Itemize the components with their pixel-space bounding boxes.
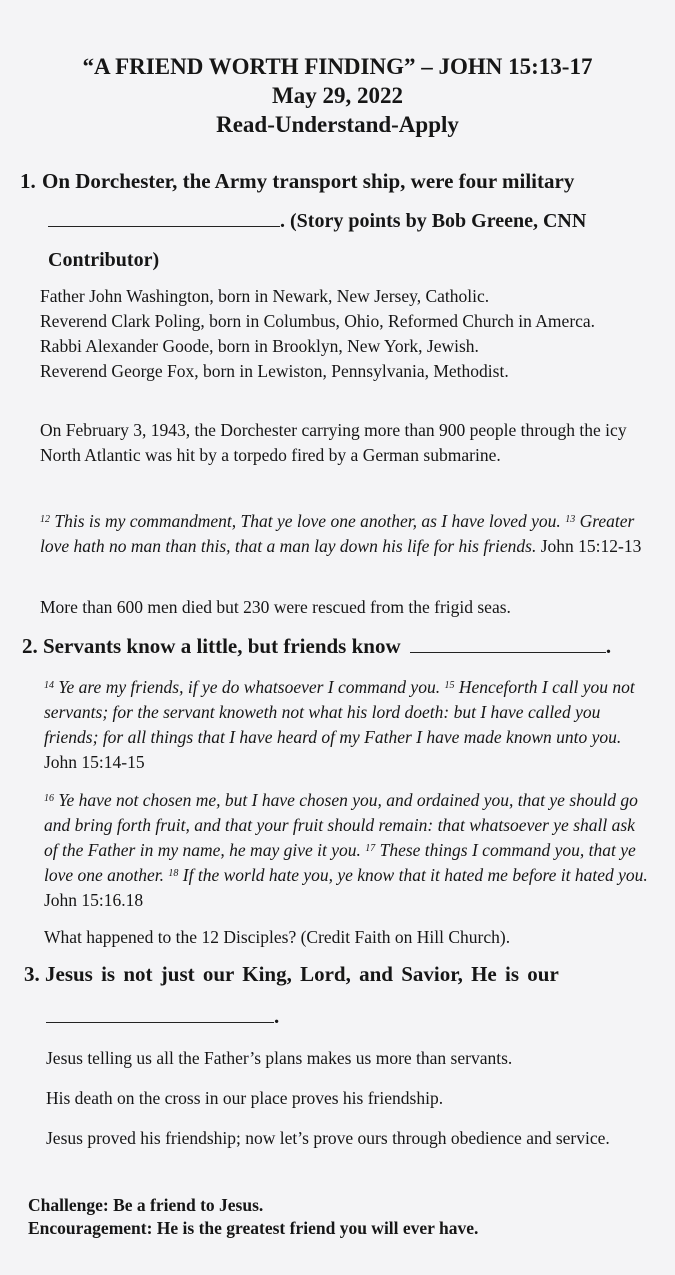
- page-subtitle: Read-Understand-Apply: [216, 112, 459, 137]
- verse-text: Greater love hath no man than this, that a man lay down his life for his friends.: [40, 511, 635, 556]
- page-title: “A FRIEND WORTH FINDING” – JOHN 15:13-17: [82, 54, 593, 79]
- section1-heading-line3: Contributor): [48, 249, 160, 271]
- section2-heading: [22, 634, 652, 659]
- chaplain-item: Father John Washington, born in Newark, New Jersey, Catholic.: [40, 286, 490, 306]
- verse-number: 14: [44, 680, 54, 691]
- scripture-reference: John 15:14-15: [44, 752, 145, 772]
- fill-in-blank[interactable]: [48, 208, 280, 227]
- chaplain-list: [40, 284, 650, 384]
- section1-heading-line2-text: . (Story points by Bob Greene, CNN: [280, 210, 587, 232]
- page-date: May 29, 2022: [272, 83, 403, 108]
- encouragement-line: Encouragement: He is the greatest friend you will ever have.: [28, 1218, 479, 1238]
- disciples-question: What happened to the 12 Disciples? (Credit Faith on Hill Church).: [44, 927, 511, 947]
- scripture-quote-1: [40, 509, 646, 559]
- verse-number: 17: [365, 843, 376, 854]
- section3-blank-line: [46, 1004, 279, 1029]
- section2-number: 2.: [22, 634, 38, 658]
- scripture-reference: John 15:16.18: [44, 890, 144, 910]
- section3-heading-end: .: [274, 1004, 280, 1028]
- verse-text: This is my commandment, That ye love one another, as I have loved you.: [54, 511, 561, 531]
- verse-text: Henceforth I call you not servants; for the servant knoweth not what his lord doeth: but I have called you friends; for all things that I have heard of my Father I have made known unto you.: [44, 677, 635, 747]
- section2-heading-text: Servants know a little, but friends know: [43, 634, 401, 658]
- section1-heading-line1: On Dorchester, the Army transport ship, were four military: [42, 169, 575, 193]
- fill-in-blank[interactable]: [410, 634, 606, 653]
- verse-number: 18: [168, 868, 179, 879]
- section2-heading-end: .: [605, 634, 612, 658]
- section1-number: 1.: [20, 169, 36, 193]
- section1-heading-line2: [48, 208, 648, 233]
- verse-number: 12: [40, 514, 50, 525]
- scripture-quote-3: [44, 788, 650, 913]
- verse-text: Ye are my friends, if ye do whatsoever I command you.: [58, 677, 441, 697]
- section3-heading-text: Jesus is not just our King, Lord, and Savior, He is our: [45, 962, 559, 986]
- chaplain-item: Reverend Clark Poling, born in Columbus, Ohio, Reformed Church in Amerca.: [40, 311, 596, 331]
- section3-number: 3.: [24, 962, 40, 986]
- scripture-reference: John 15:12-13: [540, 536, 642, 556]
- chaplain-item: Rabbi Alexander Goode, born in Brooklyn, New York, Jewish.: [40, 336, 479, 356]
- verse-text: If the world hate you, ye know that it hated me before it hated you.: [182, 865, 648, 885]
- verse-text: These things I command you, that ye love one another.: [44, 840, 636, 885]
- verse-text: Ye have not chosen me, but I have chosen you, and ordained you, that ye should go and bring forth fruit, and that your fruit should remain: that whatsoever ye shall ask of the Father in my name, he may give it you.: [44, 790, 638, 860]
- outcome-paragraph: More than 600 men died but 230 were rescued from the frigid seas.: [40, 597, 511, 617]
- verse-number: 15: [444, 680, 455, 691]
- verse-number: 16: [44, 793, 54, 804]
- challenge-line: Challenge: Be a friend to Jesus.: [28, 1195, 264, 1215]
- page-header: [0, 52, 675, 139]
- verse-number: 13: [565, 514, 576, 525]
- story-paragraph: On February 3, 1943, the Dorchester carrying more than 900 people through the icy North Atlantic was hit by a torpedo fired by a German submarine.: [40, 420, 627, 465]
- chaplain-item: Reverend George Fox, born in Lewiston, Pennsylvania, Methodist.: [40, 361, 509, 381]
- section3-point: Jesus proved his friendship; now let’s prove ours through obedience and service.: [46, 1128, 610, 1148]
- fill-in-blank[interactable]: [46, 1004, 274, 1023]
- section3-heading: [24, 962, 654, 987]
- scripture-quote-2: [44, 675, 650, 775]
- section3-point: Jesus telling us all the Father’s plans makes us more than servants.: [46, 1048, 513, 1068]
- section3-point: His death on the cross in our place proves his friendship.: [46, 1088, 444, 1108]
